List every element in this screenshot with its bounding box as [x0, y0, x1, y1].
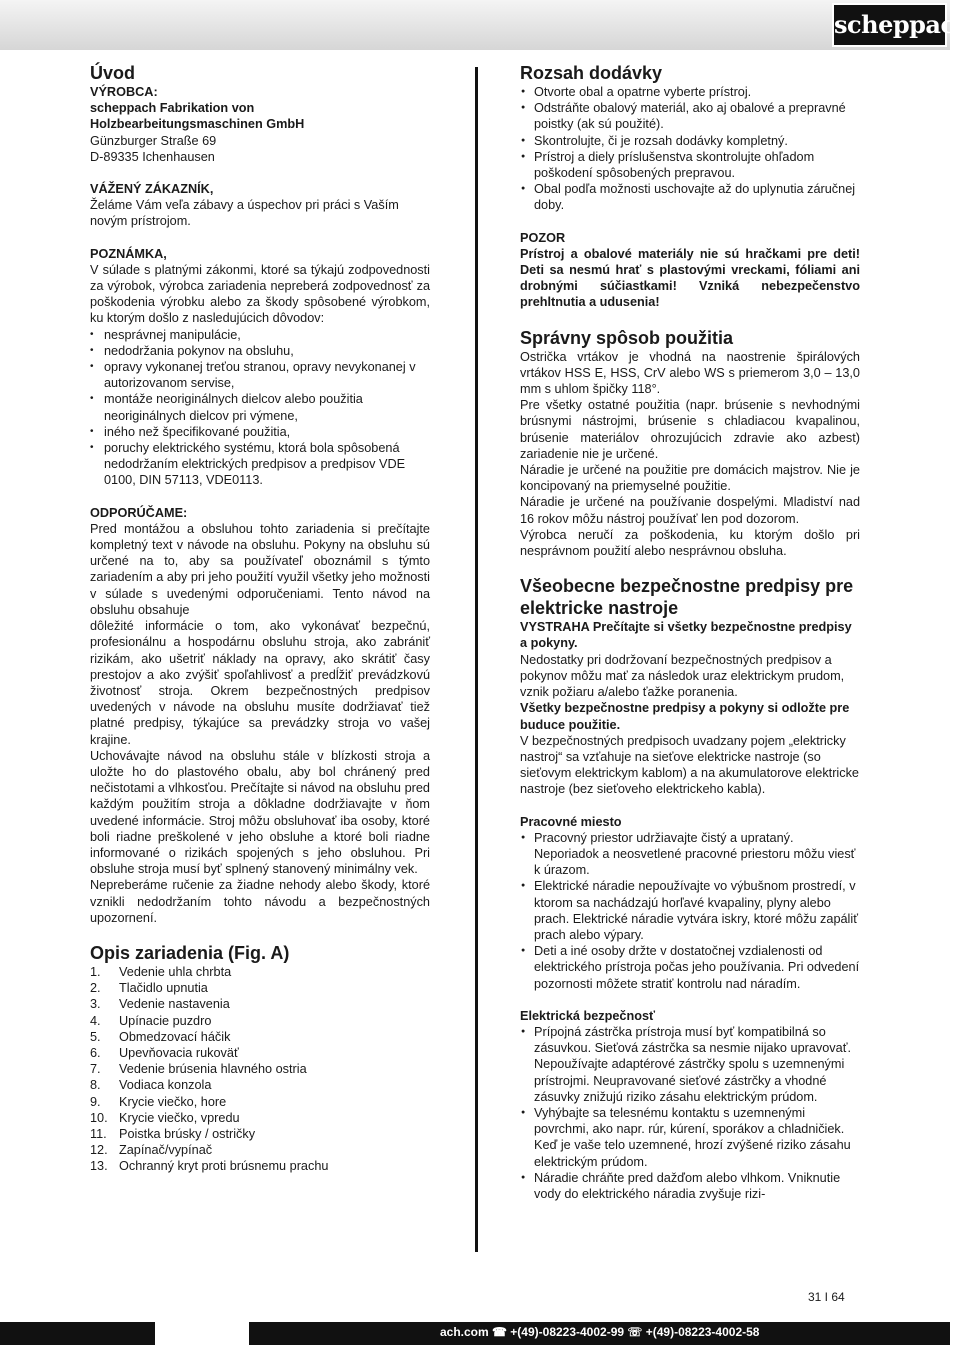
list-item: ● Obal podľa možnosti uschovajte až do uplynutia záručnej doby.: [520, 181, 860, 213]
right-column: [520, 62, 860, 1202]
list-item: • opravy vykonanej treťou stranou, opravy nevykonanej v autorizovanom servise,: [90, 359, 430, 391]
safety-title: Všeobecne bezpečnostne predpisy pre elektricke nastroje: [520, 576, 854, 619]
list-item: • nedodržania pokynov na obsluhu,: [90, 343, 430, 359]
parts-item: 12. Zapínač/vypínač: [90, 1143, 213, 1158]
warning-text: VYSTRAHA Prečítajte si všetky bezpečnostne predpisy a pokyny.: [520, 620, 852, 651]
usage-paragraph: Výrobca neručí za poškodenia, ku ktorým došlo pri nesprávnom použití alebo nesprávnou obsluha.: [520, 527, 860, 559]
footer-contact: ach.com ☎ +(49)-08223-4002-99 ☏ +(49)-08223-4002-58: [440, 1325, 760, 1339]
intro-title: Úvod: [90, 63, 135, 83]
column-divider: [475, 67, 478, 1252]
customer-text: Želáme Vám veľa zábavy a úspechov pri práci s Vaším novým prístrojom.: [90, 198, 399, 229]
parts-item: 4. Upínacie puzdro: [90, 1013, 212, 1028]
footer-white-block: [155, 1322, 249, 1345]
list-item: ● Skontrolujte, či je rozsah dodávky kompletný.: [520, 133, 860, 149]
caution-label: POZOR: [520, 230, 566, 245]
scope-title: Rozsah dodávky: [520, 63, 663, 83]
recommend-paragraph: Pred montážou a obsluhou tohto zariadenia si prečítajte kompletný text v návode na obsluhu. Pokyny na obsluhu sú určené na to, aby sa používateľ oboznámil s týmto zariadením a aby pri jeho použití využil všetky jeho možnosti v súlade s uvedenými odporučeniami. Tento návod na obsluhu obsahuje: [90, 521, 430, 617]
list-item: ● Odstráňte obalový materiál, ako aj obalové a prepravné poistky (ak sú použité).: [520, 100, 860, 132]
recommend-paragraph: dôležité informácie o tom, ako vykonávať bezpečnú, profesionálnu a hospodárnu obsluhu stroja, ako zabrániť rizikám, ako ušetriť náklady na opravy, ako skrátiť časy prestojov a ako zvýšiť spoľahlivosť a predĺžiť prevádzkovú životnosť stroja. Okrem bezpečnostných predpisov uvedených v návode na obsluhu musíte dodržiavať tiež platné predpisy, týkajúce sa prevádzky stroja vo vašej krajine.: [90, 619, 430, 747]
list-item: • nesprávnej manipulácie,: [90, 327, 430, 343]
parts-item: 3. Vedenie nastavenia: [90, 997, 230, 1012]
manufacturer-name: scheppach Fabrikation von Holzbearbeitungsmaschinen GmbH: [90, 101, 305, 132]
recommend-label: ODPORÚČAME:: [90, 505, 188, 520]
note-label: POZNÁMKA,: [90, 246, 167, 261]
workplace-title: Pracovné miesto: [520, 814, 622, 829]
left-column: [90, 62, 430, 1175]
header-bar: [0, 0, 972, 50]
recommend-paragraph: Nepreberáme ručenie za žiadne nehody alebo škody, ktoré vznikli nedodržaním tohto návodu a bezpečnostných upozornení.: [90, 878, 430, 925]
usage-paragraph: Náradie je určené na použitie pre domácich majstrov. Nie je koncipovaný na priemyselné použitie.: [520, 463, 860, 494]
list-item: ● Náradie chráňte pred dažďom alebo vlhkom. Vniknutie vody do elektrického náradia zvyšuje rizi-: [520, 1170, 860, 1202]
list-item: ● Pracovný priestor udržiavajte čistý a uprataný. Neporiadok a neosvetlené pracovné priestoru môžu viesť k úrazom.: [520, 830, 860, 879]
term-paragraph: V bezpečnostných predpisoch uvadzany pojem „elektricky nastroj“ sa vzťahuje na sieťove elektricke nastroje (so sieťovym elektrickym kablom) a na akumulatorove elektricke nastroje (bez sieťoveho elektrickeho kabla).: [520, 733, 859, 797]
usage-title: Správny spôsob použitia: [520, 327, 734, 348]
list-item: • poruchy elektrického systému, ktorá bola spôsobená nedodržaním elektrických predpisov a predpisov VDE 0100, DIN 57113, VDE0113.: [90, 440, 430, 489]
parts-item: 9. Krycie viečko, hore: [90, 1094, 227, 1109]
footer-bar: [0, 1322, 950, 1345]
note-list: [90, 327, 430, 489]
list-item: ● Otvorte obal a opatrne vyberte prístroj.: [520, 84, 860, 100]
parts-item: 8. Vodiaca konzola: [90, 1078, 212, 1093]
parts-item: 13. Ochranný kryt proti brúsnemu prachu: [90, 1159, 329, 1174]
workplace-list: [520, 830, 860, 992]
usage-paragraph: Náradie je určené na používanie dospelými. Mladiství nad 16 rokov môžu nástroj používať len pod dozorom.: [520, 495, 860, 526]
keep-instructions-text: Všetky bezpečnostne predpisy a pokyny si odložte pre buduce použitie.: [520, 701, 850, 732]
parts-item: 5. Obmedzovací háčik: [90, 1029, 231, 1044]
list-item: ● Vyhýbajte sa telesnému kontaktu s uzemnenými povrchmi, ako napr. rúr, kúrení, sporákov a chladničiek. Keď je vaše telo uzemnené, hrozí zvýšené riziko zásahu elektrickým prúdom.: [520, 1105, 860, 1170]
manufacturer-label: VÝROBCA:: [90, 85, 158, 99]
list-item: ● Prípojná zástrčka prístroja musí byť kompatibilná so zásuvkou. Sieťová zástrčka sa nesmie nijako upravovať. Nepoužívajte adaptérové zástrčky spolu s uzemnenými prístrojmi. Neupravované sieťové zástrčky a vhodné zásuvky znižujú riziko zásahu elektrickým prúdom.: [520, 1024, 860, 1105]
note-text: V súlade s platnými zákonmi, ktoré sa týkajú zodpovednosti za výrobok, výrobca zariadenia nepreberá zodpovednosť za poškodenia výrobku alebo za škody spôsobené výrobkom, ku ktorým došlo z nasledujúcich dôvodov:: [90, 262, 430, 326]
parts-list: [90, 964, 430, 1175]
list-item: • iného než špecifikované použitia,: [90, 424, 430, 440]
scheppach-logo: scheppach: [832, 3, 947, 47]
list-item: ● Prístroj a diely príslušenstva skontrolujte ohľadom poškodení spôsobených prepravou.: [520, 149, 860, 181]
manufacturer-street: Günzburger Straße 69: [90, 133, 217, 148]
parts-item: 2. Tlačidlo upnutia: [90, 981, 208, 996]
parts-item: 7. Vedenie brúsenia hlavného ostria: [90, 1062, 307, 1077]
list-item: ● Deti a iné osoby držte v dostatočnej vzdialenosti od elektrického prístroja počas jeho používania. Pri odvedení pozornosti môžete stratiť kontrolu nad náradím.: [520, 943, 860, 992]
list-item: ● Elektrické náradie nepoužívajte vo výbušnom prostredí, v ktorom sa nachádzajú horľavé kvapaliny, plyny alebo prach. Elektrické náradie vytvára iskry, ktoré môžu zapáliť prach alebo výpary.: [520, 878, 860, 943]
electrical-list: [520, 1024, 860, 1202]
scope-list: [520, 84, 860, 214]
parts-item: 10. Krycie viečko, vpredu: [90, 1110, 240, 1125]
parts-item: 6. Upevňovacia rukoväť: [90, 1045, 239, 1060]
warning-paragraph: Nedostatky pri dodržovaní bezpečnostných predpisov a pokynov môžu mať za následok uraz elektrickym prudom, vznik požiaru a/alebo ťažke poranenia.: [520, 652, 845, 700]
page-number: 31 I 64: [808, 1290, 845, 1304]
usage-paragraph: Pre všetky ostatné použitia (napr. brúsenie s nevhodnými brúsnymi nástrojmi, brúsenie s chladiacou kvapalinou, brúsenie materiálov ohrozujúcich zdravie ako azbest) zariadenie nie je určené.: [520, 398, 860, 461]
customer-label: VÁŽENÝ ZÁKAZNÍK,: [90, 182, 214, 197]
manufacturer-city: D-89335 Ichenhausen: [90, 149, 215, 164]
recommend-paragraph: Uchovávajte návod na obsluhu stále v blízkosti stroja a uložte ho do plastového obalu, aby bol chránený pred nečistotami a vlhkosťou. Prečítajte si návod na obsluhu pred každým použitím stroja a dôkladne dodržiavajte v ňom uvedené informácie. Stroj môžu obsluhovať iba osoby, ktoré boli riadne preškolené v jeho obsluhe a ktoré boli riadne informované o rizikách spojených s jeho obsluhou. Pri obsluhe stroja musí byť splnený stanovený minimálny vek.: [90, 748, 430, 877]
parts-title: Opis zariadenia (Fig. A): [90, 942, 290, 963]
parts-item: 11. Poistka brúsky / ostričky: [90, 1126, 256, 1141]
caution-text: Prístroj a obalové materiály nie sú hračkami pre deti! Deti sa nesmú hrať s plastovými vreckami, fóliami ani drobnými súčiastkami! Vzniká nebezpečenstvo prehltnutia a udusenia!: [520, 246, 860, 310]
usage-paragraph: Ostrička vrtákov je vhodná na naostrenie špirálových vrtákov HSS E, HSS, CrV alebo WS s priemerom 3,0 – 13,0 mm s uhlom špičky 118°.: [520, 349, 860, 397]
electrical-title: Elektrická bezpečnosť: [520, 1008, 656, 1023]
list-item: • montáže neoriginálnych dielcov alebo použitia neoriginálnych dielcov pri výmene,: [90, 391, 430, 423]
parts-item: 1. Vedenie uhla chrbta: [90, 964, 232, 979]
